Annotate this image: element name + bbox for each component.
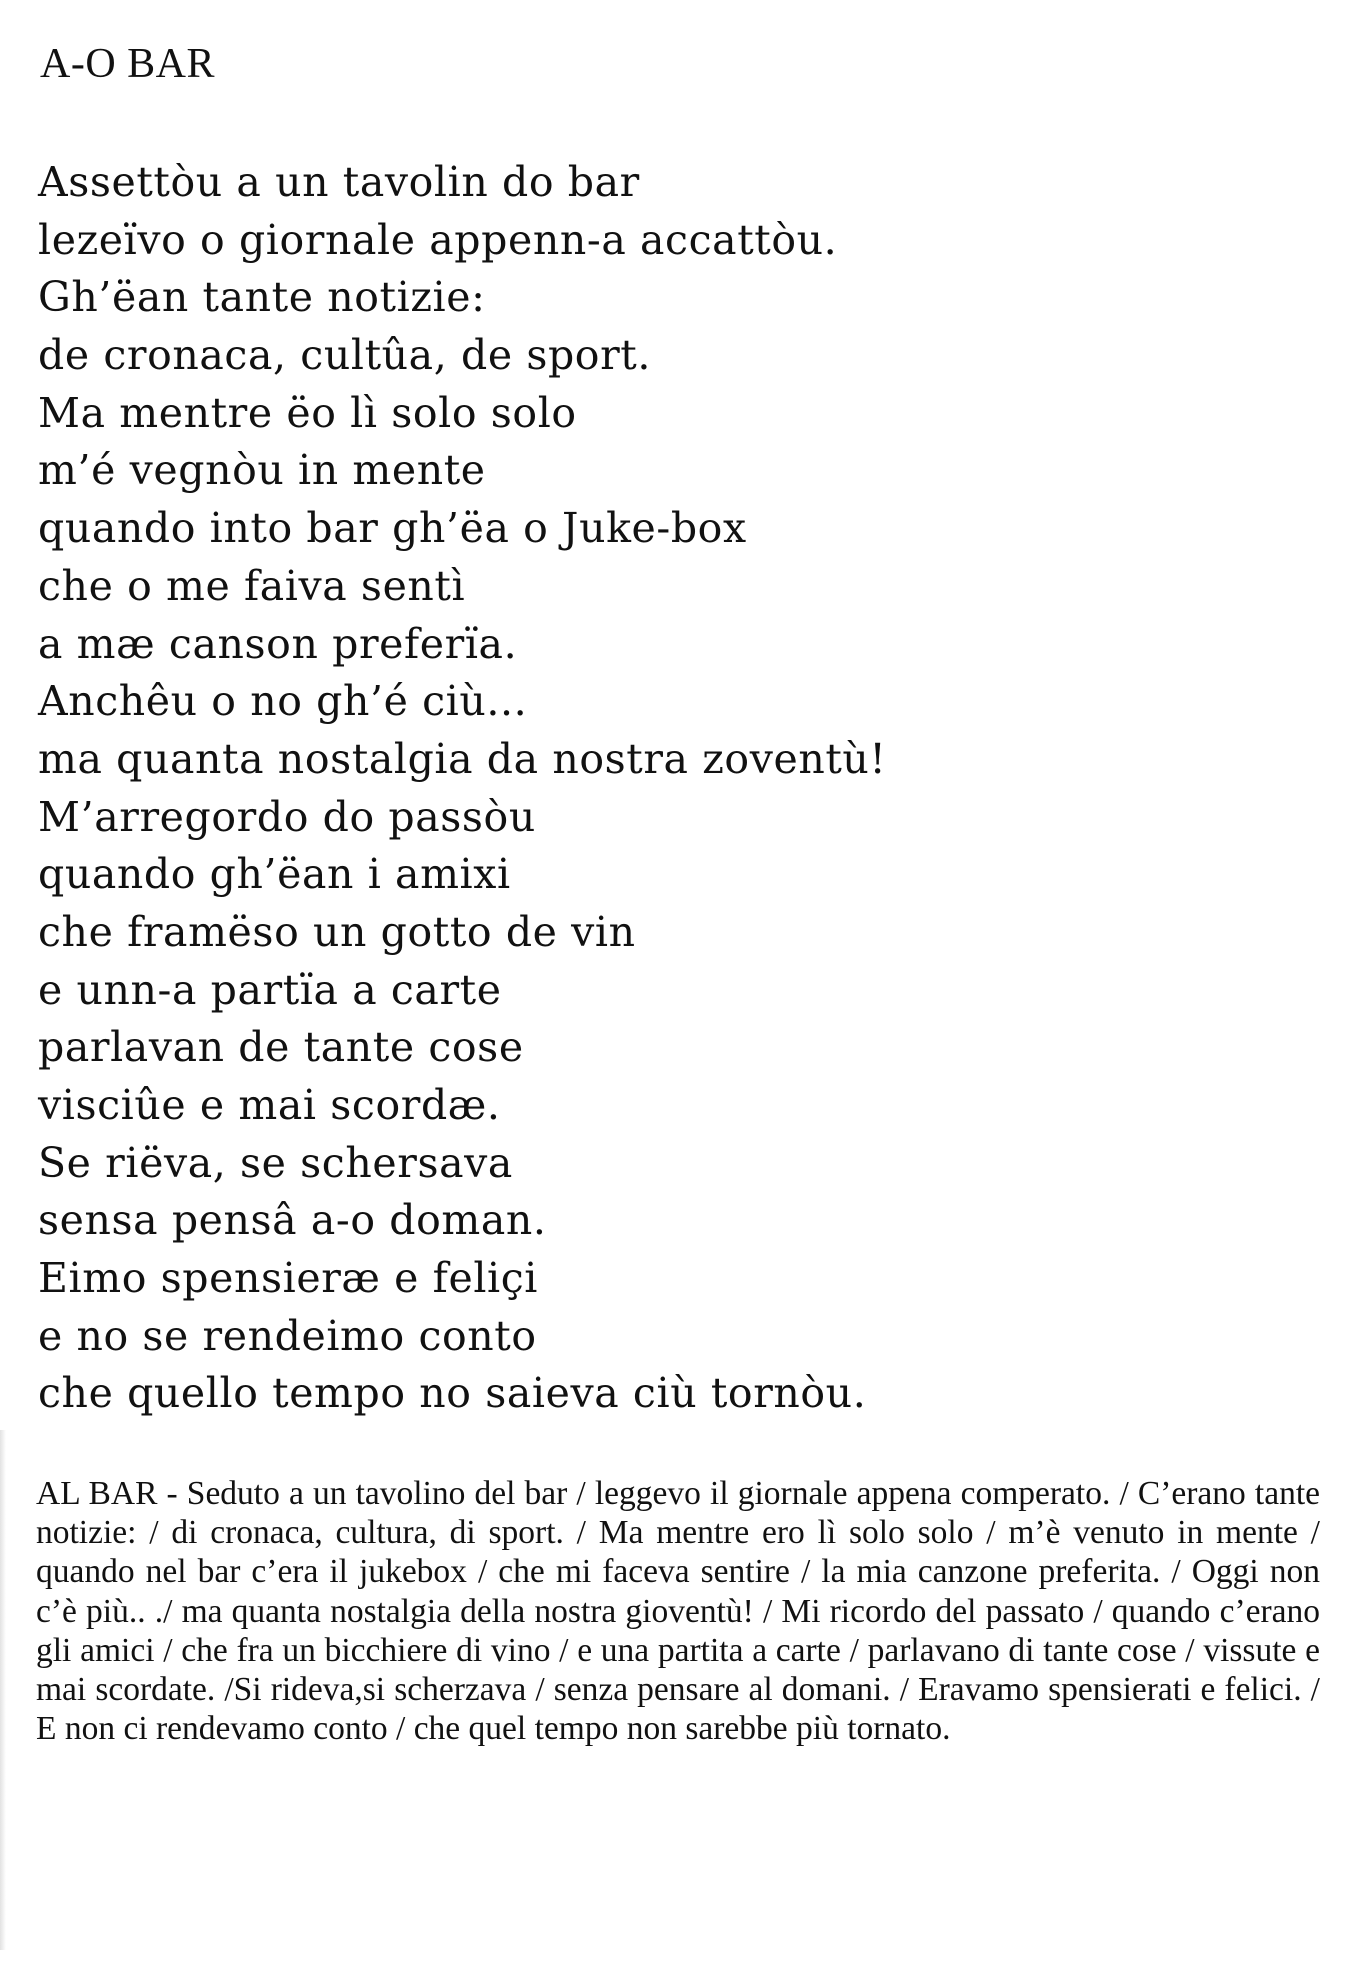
poem-line: che quello tempo no saieva ciù tornòu.	[38, 1369, 867, 1418]
scan-shadow	[0, 1430, 6, 1950]
translation-paragraph	[36, 1474, 1320, 1748]
poem-line: Se riëva, se schersava	[38, 1138, 513, 1187]
translation-text: - Seduto a un tavolino del bar / leggevo il giornale appena comperato. / C’erano tante notizie: / di cronaca, cultura, di sport. / Ma mentre ero lì solo solo / m’è venuto in mente / quando nel bar c’era il jukebox / che mi faceva sentire / la mia canzone preferita. / Oggi non c’è più.. ./ ma quanta nostalgia della nostra gioventù! / Mi ricordo del passato / quando c’erano gli amici / che fra un bicchiere di vino / e una partita a carte / parlavano di tante cose / vissute e mai scordate. /Si rideva,si scherzava / senza pensare al domani. / Eravamo spensierati e felici. / E non ci rendevamo conto / che quel tempo non sarebbe più tornato.	[36, 1475, 1321, 1748]
translation-lead: AL BAR	[36, 1475, 158, 1512]
poem-line: che o me faiva sentì	[38, 561, 466, 610]
poem-line: e unn-a partïa a carte	[38, 965, 502, 1014]
poem-line: e no se rendeimo conto	[38, 1311, 537, 1360]
poem-line: parlavan de tante cose	[38, 1023, 524, 1072]
poem-line: Eimo spensieræ e feliçi	[38, 1254, 539, 1303]
poem-line: visciûe e mai scordæ.	[38, 1081, 501, 1129]
poem-line: lezeïvo o giornale appenn-a accattòu.	[38, 215, 838, 264]
poem-line: sensa pensâ a-o doman.	[38, 1196, 547, 1245]
poem-line: ma quanta nostalgia da nostra zoventù!	[38, 734, 887, 783]
poem-line: quando gh’ëan i amixi	[38, 850, 511, 899]
poem-line: M’arregordo do passòu	[38, 792, 536, 841]
poem-body	[38, 154, 1328, 1423]
poem-line: Gh’ëan tante notizie:	[38, 273, 486, 322]
poem-line: che framëso un gotto de vin	[38, 907, 636, 956]
poem-title: A-O BAR	[40, 41, 216, 87]
poem-line: Assettòu a un tavolin do bar	[38, 158, 640, 206]
poem-line: a mæ canson preferïa.	[38, 619, 518, 668]
poem-line: m’é vegnòu in mente	[38, 446, 486, 495]
poem-line: quando into bar gh’ëa o Juke-box	[38, 504, 747, 553]
poem-line: Ma mentre ëo lì solo solo	[38, 388, 577, 437]
poem-line: de cronaca, cultûa, de sport.	[38, 331, 652, 380]
poem-line: Anchêu o no gh’é ciù...	[38, 677, 528, 726]
